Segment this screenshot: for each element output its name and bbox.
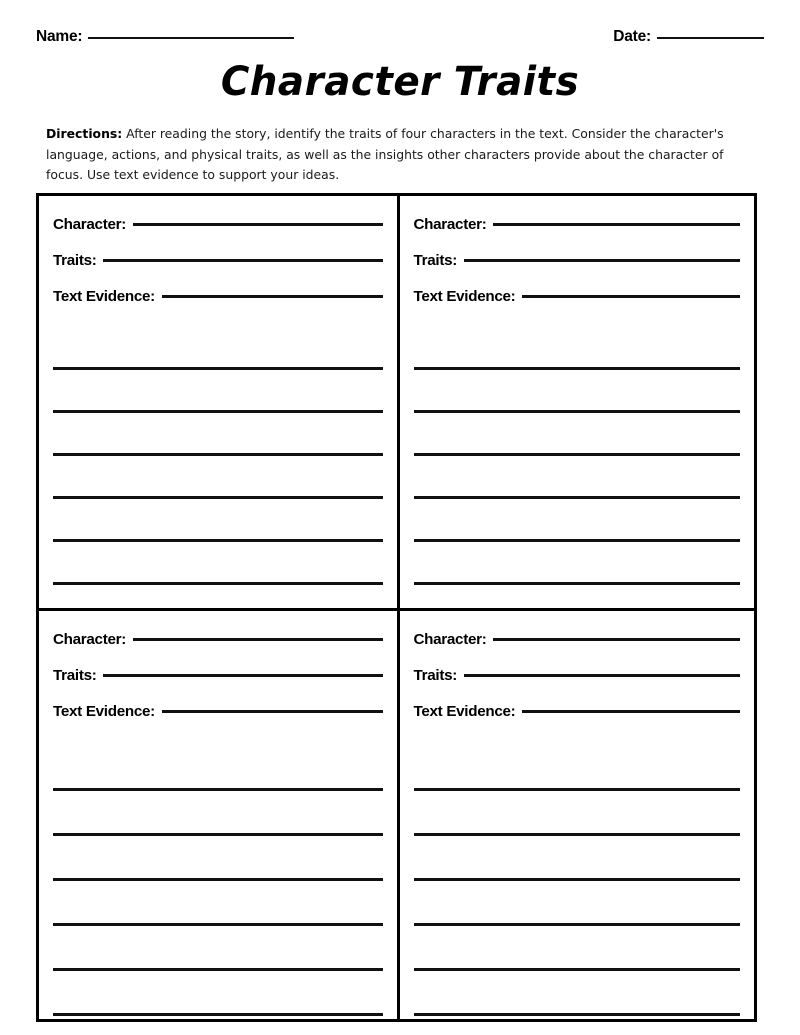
- character-label: Character:: [53, 630, 126, 648]
- date-label: Date:: [613, 28, 651, 45]
- character-label: Character:: [413, 216, 487, 233]
- blank-lines-3: [53, 749, 383, 1016]
- character-label: Character:: [413, 630, 487, 648]
- character-field-2: [414, 210, 741, 240]
- blank-line[interactable]: [53, 791, 383, 836]
- blank-line[interactable]: [53, 456, 383, 499]
- traits-input[interactable]: [464, 259, 740, 262]
- text-evidence-field-2: [414, 282, 741, 312]
- character-input[interactable]: [493, 638, 740, 641]
- character-cell-2[interactable]: [397, 196, 755, 608]
- character-cell-4[interactable]: [397, 608, 755, 1020]
- blank-line[interactable]: [53, 499, 383, 542]
- date-field-group: [613, 28, 764, 46]
- blank-line[interactable]: [53, 749, 383, 791]
- name-label: Name:: [36, 28, 83, 45]
- blank-line[interactable]: [53, 926, 383, 971]
- worksheet-header: [36, 28, 764, 54]
- text-evidence-field-3: [53, 697, 383, 727]
- blank-line[interactable]: [414, 926, 741, 971]
- character-field-4: [414, 625, 741, 655]
- traits-field-2: [414, 246, 741, 276]
- character-field-1: [53, 210, 383, 240]
- text-evidence-label: Text Evidence:: [53, 288, 155, 305]
- character-input[interactable]: [493, 223, 740, 226]
- blank-line[interactable]: [414, 881, 741, 926]
- traits-label: Traits:: [413, 252, 457, 269]
- text-evidence-field-4: [414, 697, 741, 727]
- character-input[interactable]: [133, 223, 383, 226]
- traits-label: Traits:: [53, 666, 97, 684]
- blank-line[interactable]: [53, 971, 383, 1016]
- character-field-3: [53, 625, 383, 655]
- blank-line[interactable]: [414, 456, 741, 499]
- character-input[interactable]: [133, 638, 383, 641]
- text-evidence-label: Text Evidence:: [413, 702, 516, 720]
- text-evidence-input[interactable]: [162, 710, 383, 713]
- blank-line[interactable]: [414, 370, 741, 413]
- page-title: Character Traits: [220, 59, 580, 105]
- blank-line[interactable]: [414, 749, 741, 791]
- traits-input[interactable]: [103, 674, 382, 677]
- text-evidence-input[interactable]: [522, 295, 740, 298]
- blank-line[interactable]: [414, 836, 741, 881]
- traits-label: Traits:: [53, 252, 97, 269]
- traits-input[interactable]: [464, 674, 740, 677]
- blank-line[interactable]: [414, 971, 741, 1016]
- blank-line[interactable]: [414, 791, 741, 836]
- character-cell-3[interactable]: [39, 608, 397, 1020]
- traits-field-1: [53, 246, 383, 276]
- blank-line[interactable]: [414, 542, 741, 585]
- traits-label: Traits:: [413, 666, 457, 684]
- directions-label: Directions:: [46, 126, 123, 142]
- blank-line[interactable]: [53, 881, 383, 926]
- date-input[interactable]: [657, 37, 764, 39]
- character-cell-1[interactable]: [39, 196, 397, 608]
- blank-line[interactable]: [414, 330, 741, 370]
- blank-line[interactable]: [53, 542, 383, 585]
- blank-line[interactable]: [414, 499, 741, 542]
- directions-text: After reading the story, identify the traits of four characters in the text. Consider the character's language, actions, and physical traits, as well as the insights other characters provide about the character of focus. Use text evidence to support your ideas.: [46, 126, 724, 183]
- text-evidence-field-1: [53, 282, 383, 312]
- character-label: Character:: [53, 216, 126, 233]
- name-field-group: [36, 28, 294, 46]
- traits-field-4: [414, 661, 741, 691]
- blank-lines-2: [414, 330, 741, 585]
- traits-input[interactable]: [103, 259, 382, 262]
- directions-paragraph: [46, 124, 752, 186]
- blank-line[interactable]: [53, 836, 383, 881]
- blank-line[interactable]: [53, 370, 383, 413]
- character-traits-grid: [36, 193, 757, 1022]
- blank-line[interactable]: [53, 413, 383, 456]
- text-evidence-input[interactable]: [162, 295, 383, 298]
- text-evidence-label: Text Evidence:: [53, 702, 155, 720]
- traits-field-3: [53, 661, 383, 691]
- blank-lines-1: [53, 330, 383, 585]
- blank-line[interactable]: [414, 413, 741, 456]
- blank-line[interactable]: [53, 330, 383, 370]
- blank-lines-4: [414, 749, 741, 1016]
- name-input[interactable]: [88, 37, 294, 39]
- text-evidence-label: Text Evidence:: [413, 288, 516, 305]
- text-evidence-input[interactable]: [522, 710, 740, 713]
